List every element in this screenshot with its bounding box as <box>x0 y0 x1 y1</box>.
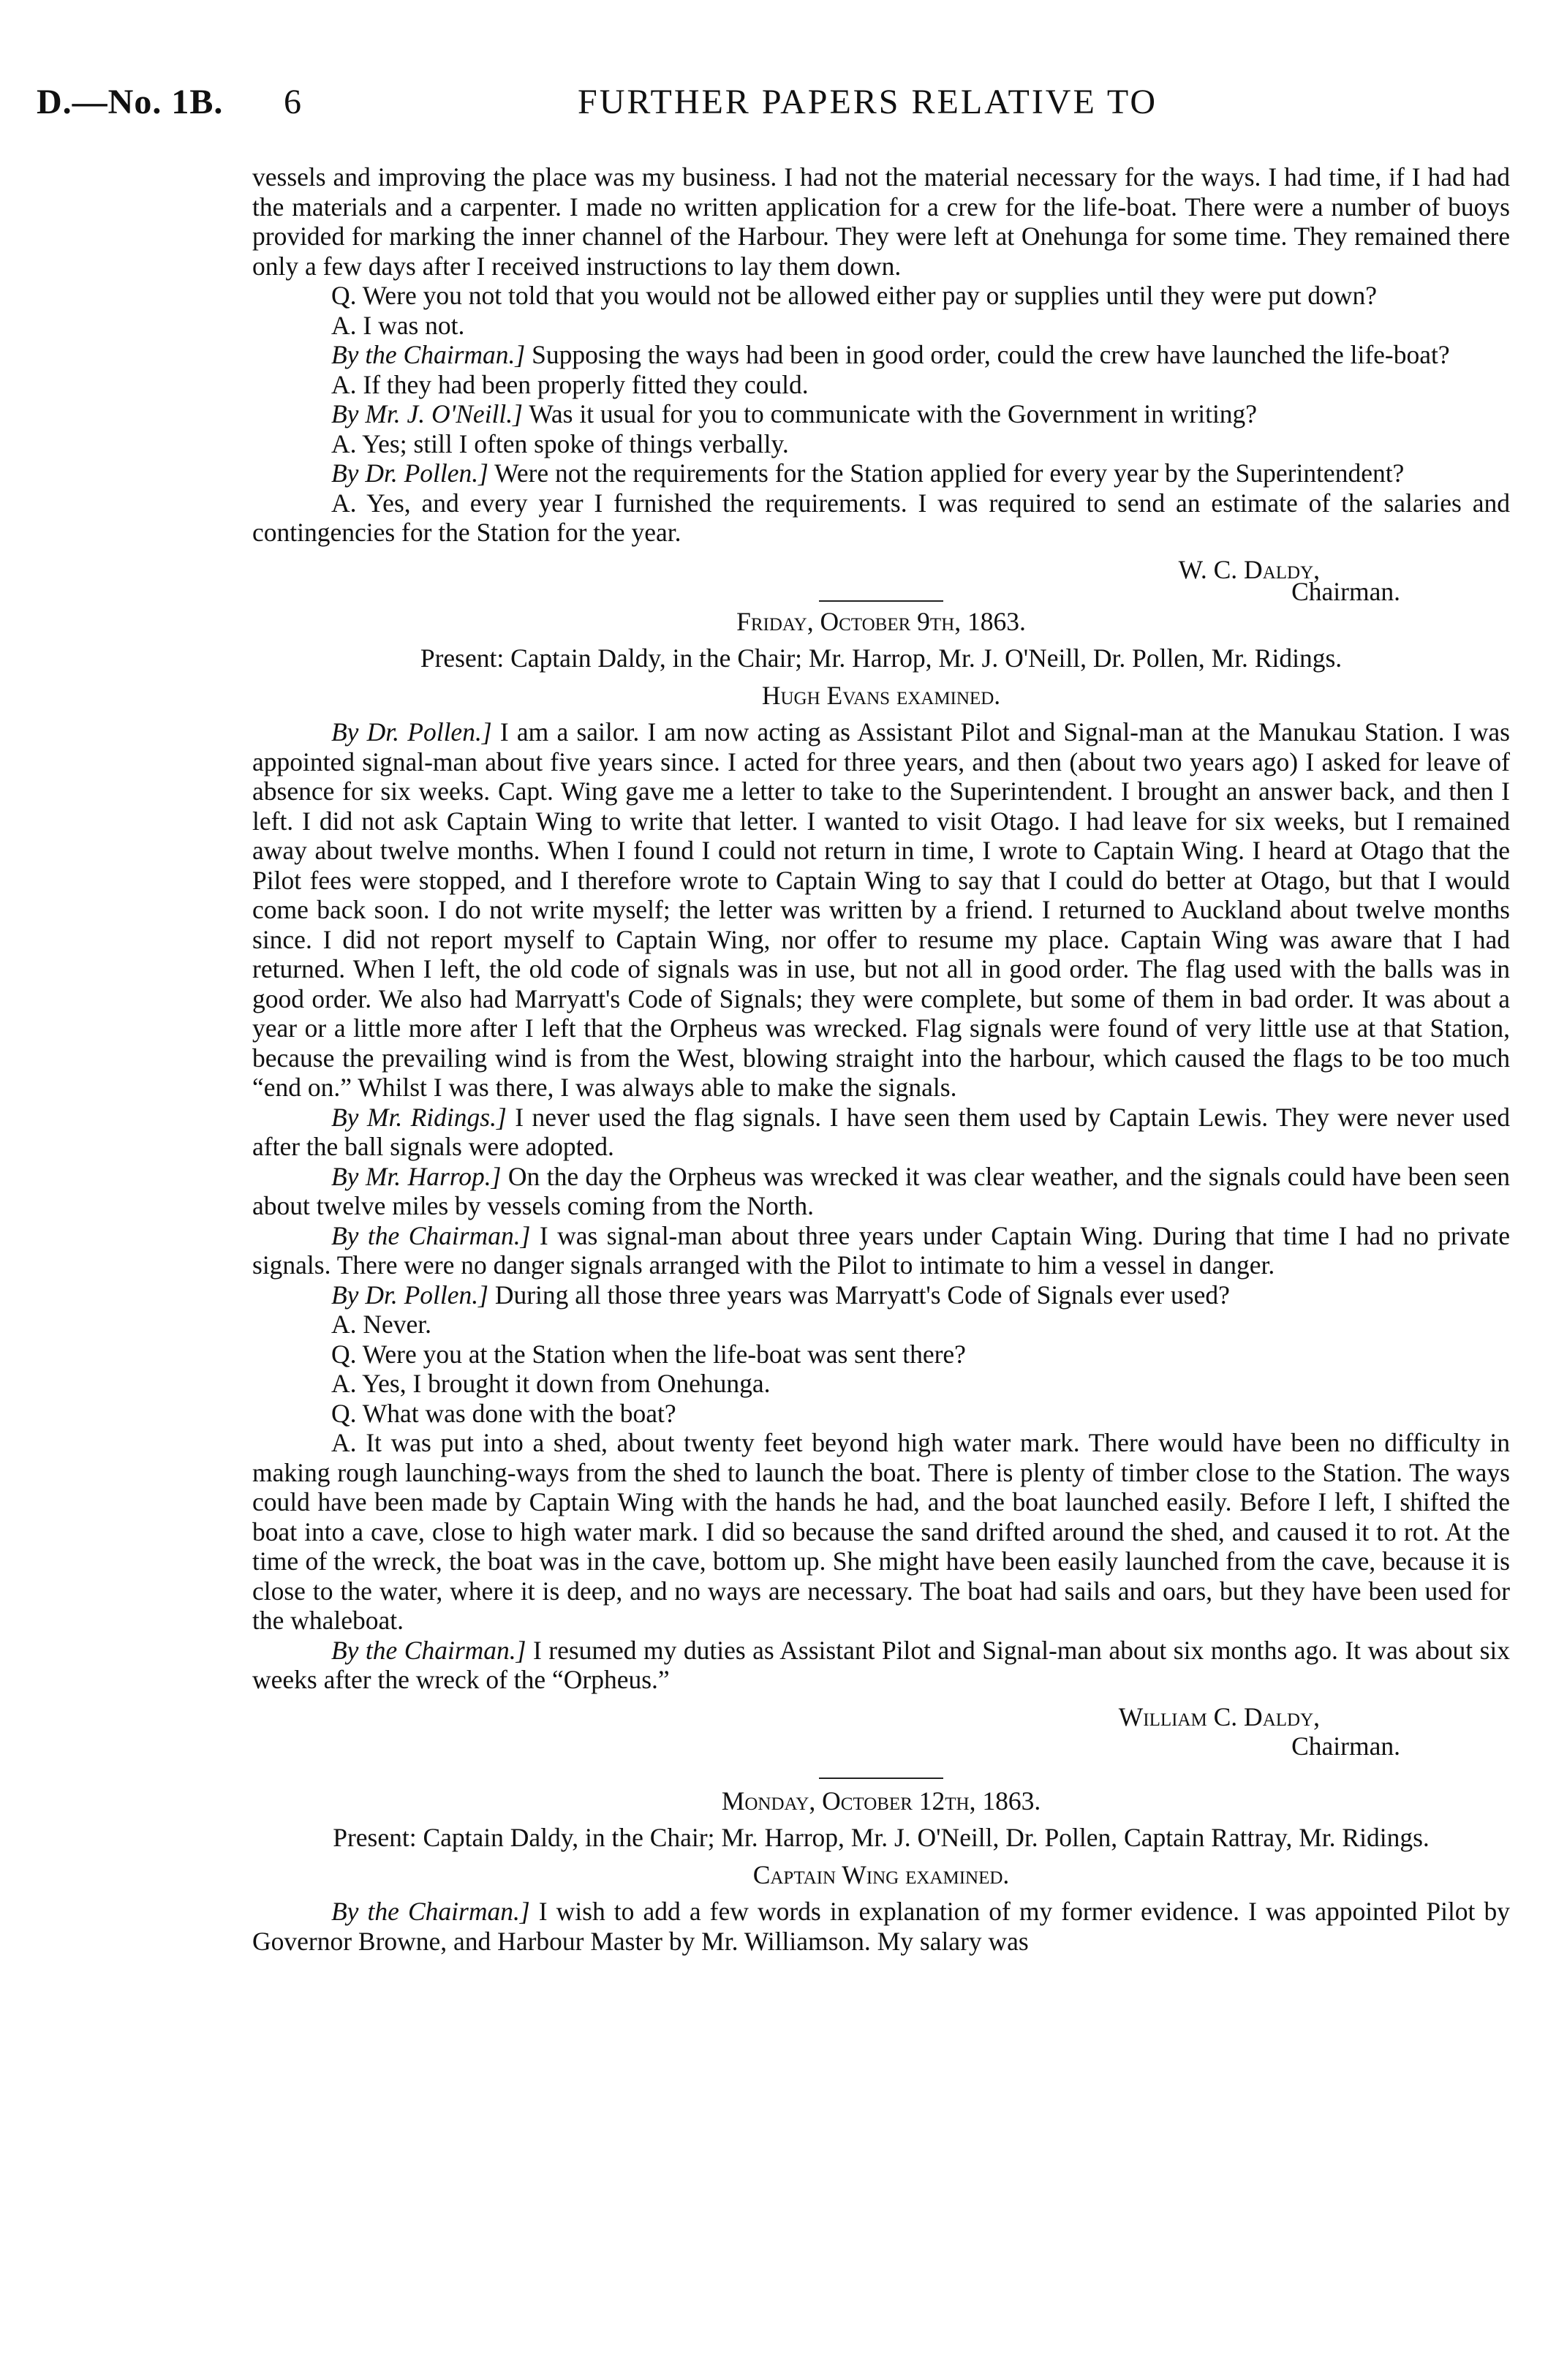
answer: A. It was put into a shed, about twenty feet beyond high water mark. There would have been no difficulty in making rough launching-ways from the shed to launch the boat. There is plenty of timber close to the Station. The ways could have been made by Captain Wing with the hands he had, and the boat launched easily. Before I left, I shifted the boat into a cave, close to high water mark. I did so because the sand drifted around the shed, and caused it to rot. At the time of the wreck, the boat was in the cave, bottom up. She might have been easily launched from the cave, because it is close to the water, where it is deep, and no ways are necessary. The boat had sails and oars, but they have been used for the whaleboat. <box>252 1428 1510 1635</box>
answer: A. If they had been properly fitted they could. <box>331 369 809 399</box>
testimony-paragraph <box>252 1897 1510 1956</box>
speaker: By Mr. J. O'Neill.] <box>331 399 523 428</box>
document-reference: D.—No. 1B. <box>37 83 224 121</box>
speaker: By the Chairman.] <box>331 340 526 369</box>
testimony-paragraph <box>252 1636 1510 1695</box>
speaker: By Dr. Pollen.] <box>331 717 492 747</box>
testimony-text: I wish to add a few words in explanation of my former evidence. I was appointed Pilot by Governor Browne, and Harbour Master by Mr. Williamson. My salary was <box>252 1897 1510 1956</box>
witness-heading: Hugh Evans examined. <box>761 680 1001 710</box>
speaker: By the Chairman.] <box>331 1220 531 1250</box>
speaker: By the Chairman.] <box>331 1635 526 1665</box>
testimony-text: Was it usual for you to communicate with the Government in writing? <box>522 399 1258 428</box>
signature-name: William C. Daldy, <box>1118 1701 1320 1731</box>
speaker: By Mr. Harrop.] <box>331 1161 502 1191</box>
testimony-text: Were not the requirements for the Station applied for every year by the Superintendent? <box>488 458 1405 488</box>
signature-title: Chairman. <box>1291 577 1400 606</box>
testimony-text: During all those three years was Marryatt's Code of Signals ever used? <box>488 1280 1230 1310</box>
testimony-text: On the day the Orpheus was wrecked it was clear weather, and the signals could have been seen about twelve miles by vessels coming from the North. <box>252 1161 1510 1220</box>
page-number: 6 <box>284 83 301 121</box>
speaker: By Dr. Pollen.] <box>331 458 488 488</box>
testimony-text: Supposing the ways had been in good order, could the crew have launched the life-boat? <box>525 340 1450 369</box>
document-body <box>252 162 1510 1956</box>
testimony-text: I resumed my duties as Assistant Pilot and Signal-man about six months ago. It was about six weeks after the wreck of the “Orpheus.” <box>252 1635 1510 1694</box>
speaker: By Dr. Pollen.] <box>331 1280 488 1310</box>
session-date: Monday, October 12th, 1863. <box>721 1786 1041 1816</box>
answer: A. Yes; still I often spoke of things verbally. <box>331 428 789 458</box>
testimony-paragraph <box>252 1103 1510 1162</box>
testimony-paragraph <box>252 1280 1510 1310</box>
testimony-text: I never used the flag signals. I have seen them used by Captain Lewis. They were never used after the ball signals were adopted. <box>252 1102 1510 1161</box>
witness-heading: Captain Wing examined. <box>752 1859 1010 1889</box>
question: Q. Were you not told that you would not be allowed either pay or supplies until they were put down? <box>331 281 1378 310</box>
answer: A. Yes, and every year I furnished the requirements. I was required to send an estimate of the salaries and contingencies for the Station for the year. <box>252 488 1510 547</box>
testimony-text: I am a sailor. I am now acting as Assistant Pilot and Signal-man at the Manukau Station. I was appointed signal-man about five years since. I acted for three years, and then (about two years ago) I asked for leave of absence for six weeks. Capt. Wing gave me a letter to take to the Superintendent. I brought an answer back, and then I left. I did not ask Captain Wing to write that letter. I wanted to visit Otago. I had leave for six weeks, but I remained away about twelve months. When I found I could not return in time, I wrote to Captain Wing. I heard at Otago that the Pilot fees were stopped, and I therefore wrote to Captain Wing to say that I could do better at Otago, but that I would come back soon. I do not write myself; the letter was written by a friend. I returned to Auckland about twelve months since. I did not report myself to Captain Wing, nor offer to resume my place. Captain Wing was aware that I had returned. When I left, the old code of signals was in use, but not all in good order. The flag used with the balls was in good order. We also had Marryatt's Code of Signals; they were complete, but some of them in bad order. It was about a year or a little more after I left that the Orpheus was wrecked. Flag signals were found of very little use at that Station, because the prevailing wind is from the West, blowing straight into the harbour, which caused the flags to be too much “end on.” Whilst I was there, I was always able to make the signals. <box>252 717 1510 1102</box>
answer: A. I was not. <box>331 310 465 340</box>
section-divider <box>819 1778 943 1779</box>
session-present: Present: Captain Daldy, in the Chair; Mr. Harrop, Mr. J. O'Neill, Dr. Pollen, Captain Rattray, Mr. Ridings. <box>333 1823 1430 1852</box>
question: Q. Were you at the Station when the life-boat was sent there? <box>331 1339 966 1369</box>
question: Q. What was done with the boat? <box>331 1398 676 1428</box>
testimony-paragraph <box>252 340 1510 370</box>
testimony-paragraph <box>252 1221 1510 1280</box>
signature-name: W. C. Daldy, <box>1178 554 1320 584</box>
running-title: FURTHER PAPERS RELATIVE TO <box>578 83 1158 121</box>
speaker: By Mr. Ridings.] <box>331 1102 507 1132</box>
testimony-paragraph <box>252 458 1510 488</box>
testimony-text: I was signal-man about three years under Captain Wing. During that time I had no private signals. There were no danger signals arranged with the Pilot to intimate to him a vessel in danger. <box>252 1220 1510 1280</box>
session-date: Friday, October 9th, 1863. <box>736 606 1026 636</box>
speaker: By the Chairman.] <box>331 1897 530 1926</box>
testimony-paragraph <box>252 717 1510 1103</box>
answer: A. Yes, I brought it down from Onehunga. <box>331 1369 771 1398</box>
page-header <box>37 82 1528 133</box>
continued-answer: vessels and improving the place was my business. I had not the material necessary for the ways. I had time, if I had had the materials and a carpenter. I made no written application for a crew for the life-boat. There were a number of buoys provided for marking the inner channel of the Harbour. They were left at Onehunga for some time. They remained there only a few days after I received instructions to lay them down. <box>252 162 1510 281</box>
session-present: Present: Captain Daldy, in the Chair; Mr. Harrop, Mr. J. O'Neill, Dr. Pollen, Mr. Ridings. <box>420 643 1343 673</box>
answer: A. Never. <box>331 1310 432 1339</box>
testimony-paragraph <box>252 1162 1510 1221</box>
testimony-paragraph <box>252 399 1510 429</box>
signature-title: Chairman. <box>1291 1731 1400 1761</box>
